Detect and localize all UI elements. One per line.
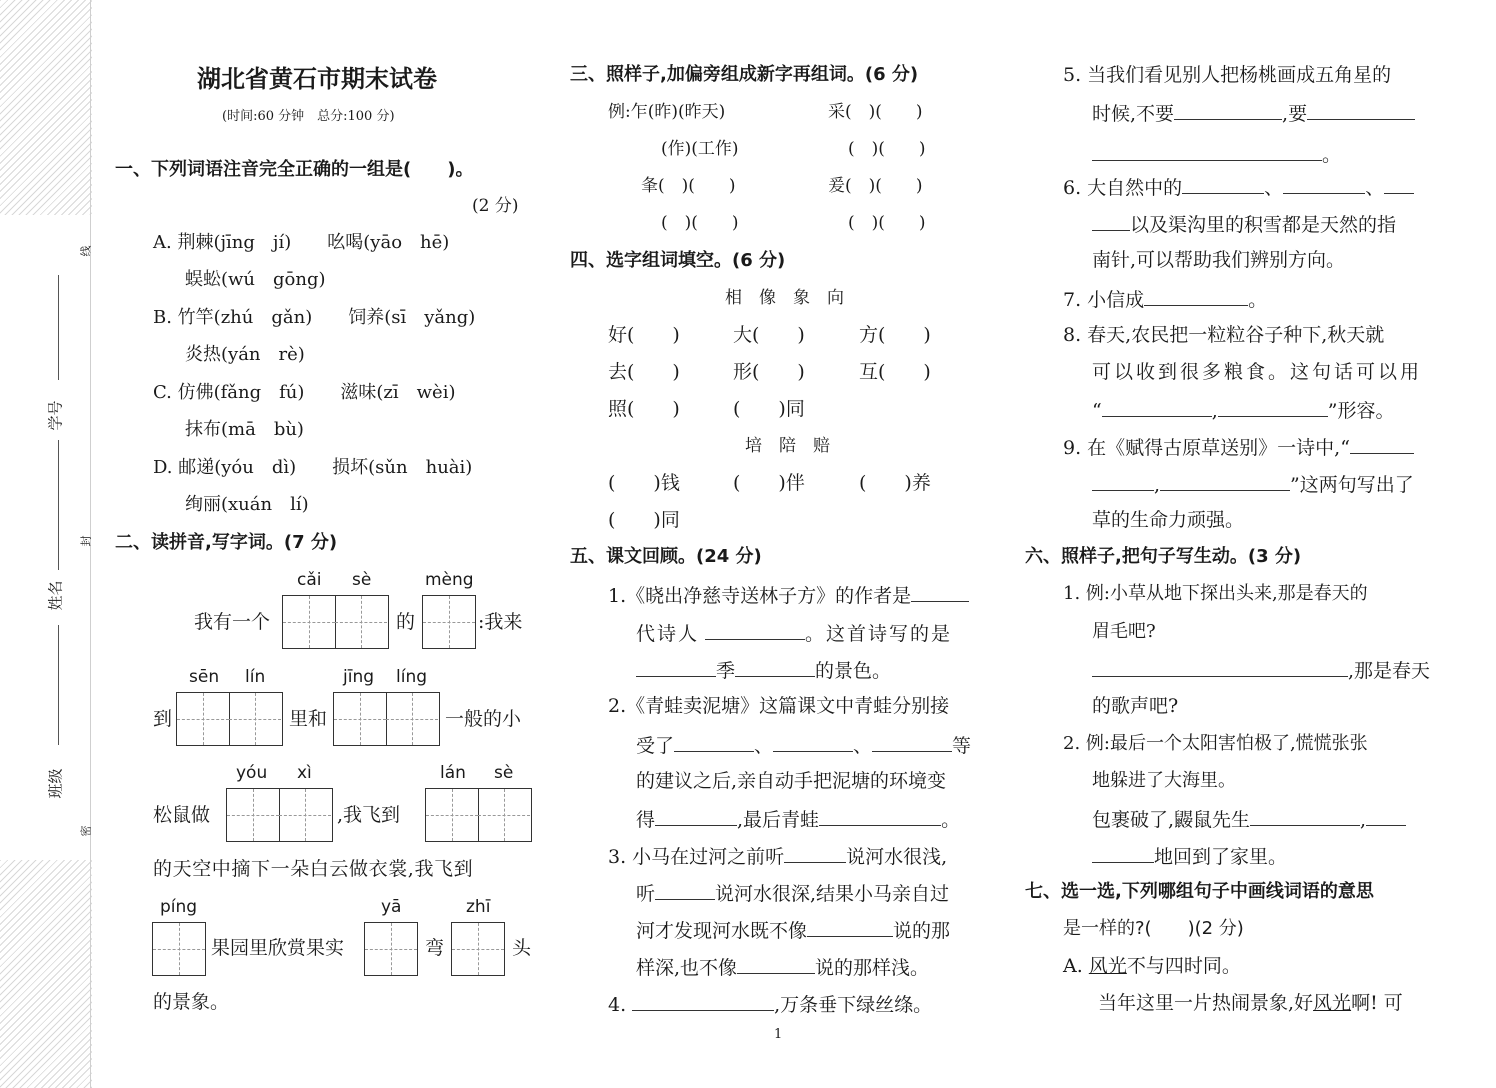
q5-i3-line2: 听 说河水很深,结果小马亲自过 xyxy=(636,879,949,907)
label-xuehao: 学号 xyxy=(46,400,65,431)
writing-box-lanse[interactable] xyxy=(425,788,532,842)
q1-score: (2 分) xyxy=(472,196,519,216)
page-subtitle: (时间:60 分钟 总分:100 分) xyxy=(222,109,395,124)
blank[interactable] xyxy=(1092,470,1154,491)
q2-text-1a: 我有一个 xyxy=(194,611,271,633)
blank[interactable] xyxy=(632,990,774,1011)
blank[interactable] xyxy=(1102,396,1212,417)
blank[interactable] xyxy=(1307,99,1415,120)
q6-stem: 六、照样子,把句子写生动。(3 分) xyxy=(1025,546,1302,567)
q2-text-3a: 松鼠做 xyxy=(153,804,211,826)
blank[interactable] xyxy=(1092,842,1154,863)
q5-i5-line1: 5. 当我们看见别人把杨桃画成五角星的 xyxy=(1063,64,1392,86)
q7-sentence: 当年这里一片热闹景象,好风光啊! 可 xyxy=(1098,992,1403,1014)
label-xingming: 姓名 xyxy=(46,580,65,611)
writing-box-meng[interactable] xyxy=(422,595,476,649)
q4-r1-3: 方( ) xyxy=(859,324,931,346)
q1-option-a: A. 荆棘(jīng jí) 吆喝(yāo hē) xyxy=(153,232,450,253)
q2-text-6: 的景象。 xyxy=(153,991,230,1013)
q4-chars-1: 相 像 象 向 xyxy=(725,288,844,308)
pinyin-ya: yā xyxy=(381,897,402,917)
blank[interactable] xyxy=(911,581,969,602)
q1-option-b-cont: 炎热(yán rè) xyxy=(185,344,305,365)
writing-box-caise[interactable] xyxy=(282,595,389,649)
blank[interactable] xyxy=(1092,140,1322,161)
q5-i8-line2: 可以收到很多粮食。这句话可以用 xyxy=(1092,361,1423,383)
q5-i3-line4: 样深,也不像 说的那样浅。 xyxy=(636,953,929,981)
mark-feng: 封 xyxy=(79,535,93,547)
q5-i1-line3: 季 的景色。 xyxy=(636,656,891,684)
q1-option-c-cont: 抹布(mā bù) xyxy=(185,419,304,440)
q5-i8-line1: 8. 春天,农民把一粒粒谷子种下,秋天就 xyxy=(1063,324,1385,346)
page-title: 湖北省黄石市期末试卷 xyxy=(197,64,437,93)
q5-i3-line3: 河才发现河水既不像 说的那 xyxy=(636,916,950,944)
writing-box-jingling[interactable] xyxy=(333,692,440,746)
q3-row2-left: (作)(工作) xyxy=(661,139,739,159)
hatch-top xyxy=(0,0,92,215)
page-number: 1 xyxy=(774,1027,783,1042)
pinyin-sen: sēn xyxy=(189,667,220,687)
blank[interactable] xyxy=(705,619,805,640)
blank[interactable] xyxy=(674,731,754,752)
blank[interactable] xyxy=(773,731,853,752)
q4-r2-3: 互( ) xyxy=(859,361,931,383)
blank[interactable] xyxy=(807,916,893,937)
blank[interactable] xyxy=(737,953,815,974)
q6-e2-line4: 地回到了家里。 xyxy=(1092,842,1287,870)
q5-i7: 7. 小信成 。 xyxy=(1063,285,1267,313)
q6-e2-line3: 包裹破了,鼹鼠先生 , xyxy=(1092,805,1406,833)
pinyin-xi: xì xyxy=(297,763,312,783)
blank[interactable] xyxy=(636,656,716,677)
q5-i4: 4. ,万条垂下绿丝绦。 xyxy=(608,990,932,1018)
pinyin-cai: cǎi xyxy=(297,570,322,590)
q5-i6-line1: 6. 大自然中的 、 、 xyxy=(1063,173,1414,201)
q2-text-2a: 到 xyxy=(153,708,173,730)
q2-text-1b: 的 xyxy=(396,611,416,633)
q4-r4-1: ( )钱 xyxy=(608,472,680,494)
xingming-line-top xyxy=(58,440,59,570)
q4-chars-2: 培 陪 赔 xyxy=(745,436,830,456)
q4-r4-3: ( )养 xyxy=(859,472,931,494)
q4-stem: 四、选字组词填空。(6 分) xyxy=(570,250,786,271)
q2-text-2b: 里和 xyxy=(289,708,328,730)
q2-text-5c: 头 xyxy=(512,937,532,959)
writing-box-ping[interactable] xyxy=(152,922,206,976)
q1-option-d: D. 邮递(yóu dì) 损坏(sǔn huài) xyxy=(153,457,473,478)
q5-i1-line1: 1.《晓出净慈寺送林子方》的作者是 xyxy=(608,581,969,609)
q5-i2-line2: 受了 、 、 等 xyxy=(636,731,971,759)
blank[interactable] xyxy=(819,805,941,826)
q1-option-b: B. 竹竿(zhú gǎn) 饲养(sī yǎng) xyxy=(153,307,476,328)
label-banji: 班级 xyxy=(46,768,65,799)
hatch-bottom xyxy=(0,860,92,1088)
xuehao-line xyxy=(58,275,59,380)
mark-xian: 线 xyxy=(79,245,93,257)
q5-i6-line3: 南针,可以帮助我们辨别方向。 xyxy=(1092,249,1346,271)
q1-option-c: C. 仿佛(fǎng fú) 滋味(zī wèi) xyxy=(153,382,456,403)
q5-i9-line1: 9. 在《赋得古原草送别》一诗中,“ xyxy=(1063,433,1414,461)
q6-e1-line1: 1. 例:小草从地下探出头来,那是春天的 xyxy=(1063,583,1368,604)
blank[interactable] xyxy=(1092,210,1130,231)
banji-line-top xyxy=(58,625,59,745)
blank[interactable] xyxy=(735,656,815,677)
pinyin-se: sè xyxy=(352,570,372,590)
mark-mi: 密 xyxy=(79,825,93,837)
q4-r1-2: 大( ) xyxy=(733,324,805,346)
q3-row4-right: ( )( ) xyxy=(848,213,926,233)
q5-i2-line1: 2.《青蛙卖泥塘》这篇课文中青蛙分别接 xyxy=(608,695,950,717)
blank[interactable] xyxy=(1384,173,1414,194)
q5-i2-line3: 的建议之后,亲自动手把泥塘的环境变 xyxy=(636,770,947,792)
q7-option-a: A. 风光不与四时同。 xyxy=(1063,955,1241,977)
blank[interactable] xyxy=(1350,433,1414,454)
q3-row1-right: 采( )( ) xyxy=(828,102,923,122)
blank[interactable] xyxy=(872,731,952,752)
blank[interactable] xyxy=(1160,470,1290,491)
q2-text-5b: 弯 xyxy=(425,937,445,959)
pinyin-zhi: zhī xyxy=(466,897,491,917)
q7-stem: 七、选一选,下列哪组句子中画线词语的意思 xyxy=(1025,881,1374,902)
q3-row1-left: 例:乍(昨)(昨天) xyxy=(608,102,726,122)
blank[interactable] xyxy=(1283,173,1365,194)
blank[interactable] xyxy=(655,805,737,826)
q3-row3-left: 夆( )( ) xyxy=(641,176,736,196)
pinyin-ping: píng xyxy=(160,897,198,917)
q5-stem: 五、课文回顾。(24 分) xyxy=(570,546,762,567)
q4-r2-1: 去( ) xyxy=(608,361,680,383)
pinyin-jing: jīng xyxy=(343,667,375,687)
q6-e1-line2: 眉毛吧? xyxy=(1092,621,1156,642)
q4-r1-1: 好( ) xyxy=(608,324,680,346)
q5-i3-line1: 3. 小马在过河之前听 说河水很浅, xyxy=(608,842,947,870)
q6-e1-line3: ,那是春天 xyxy=(1092,656,1430,684)
q2-text-4: 的天空中摘下一朵白云做衣裳,我飞到 xyxy=(153,858,474,880)
blank[interactable] xyxy=(1174,99,1282,120)
q2-stem: 二、读拼音,写字词。(7 分) xyxy=(115,532,338,553)
q1-option-d-cont: 绚丽(xuán lí) xyxy=(185,494,309,515)
q2-text-1c: :我来 xyxy=(478,611,523,633)
q1-stem: 一、下列词语注音完全正确的一组是( )。 xyxy=(115,159,474,180)
blank[interactable] xyxy=(784,842,846,863)
writing-box-senlin[interactable] xyxy=(176,692,283,746)
q5-i1-line2: 代诗人 。这首诗写的是 xyxy=(636,619,952,647)
q4-r5-1: ( )同 xyxy=(608,509,680,531)
q4-r3-1: 照( ) xyxy=(608,398,680,420)
blank[interactable] xyxy=(1144,285,1248,306)
pinyin-ling: líng xyxy=(396,667,428,687)
q5-i5-line2: 时候,不要 ,要 xyxy=(1092,99,1415,127)
blank[interactable] xyxy=(1250,805,1360,826)
q3-row4-left: ( )( ) xyxy=(661,213,739,233)
q3-row2-right: ( )( ) xyxy=(848,139,926,159)
pinyin-lin: lín xyxy=(245,667,266,687)
q2-text-3b: ,我飞到 xyxy=(337,804,401,826)
writing-box-zhi[interactable] xyxy=(451,922,505,976)
blank[interactable] xyxy=(1218,396,1328,417)
blank[interactable] xyxy=(1092,656,1348,677)
blank[interactable] xyxy=(655,879,715,900)
q3-row3-right: 爰( )( ) xyxy=(828,176,923,196)
blank[interactable] xyxy=(1182,173,1264,194)
q4-r3-2: ( )同 xyxy=(733,398,805,420)
pinyin-lan: lán xyxy=(440,763,466,783)
q4-r2-2: 形( ) xyxy=(733,361,805,383)
q7-stem-cont: 是一样的?( )(2 分) xyxy=(1063,918,1244,939)
q6-e2-line1: 2. 例:最后一个太阳害怕极了,慌慌张张 xyxy=(1063,733,1368,754)
q4-r4-2: ( )伴 xyxy=(733,472,805,494)
q5-i9-line2: , ”这两句写出了 xyxy=(1092,470,1414,498)
binding-margin xyxy=(0,0,92,1088)
q3-stem: 三、照样子,加偏旁组成新字再组词。(6 分) xyxy=(570,64,919,85)
q6-e1-line4: 的歌声吧? xyxy=(1092,695,1179,717)
q2-text-5a: 果园里欣赏果实 xyxy=(211,937,345,959)
writing-box-youxi[interactable] xyxy=(226,788,333,842)
q5-i5-line3: 。 xyxy=(1092,140,1341,168)
q5-i9-line3: 草的生命力顽强。 xyxy=(1092,509,1245,531)
q2-text-2c: 一般的小 xyxy=(445,708,522,730)
writing-box-ya[interactable] xyxy=(364,922,418,976)
q5-i8-line3: “ , ”形容。 xyxy=(1092,396,1394,424)
q6-e2-line2: 地躲进了大海里。 xyxy=(1092,770,1236,791)
pinyin-you: yóu xyxy=(236,763,268,783)
q1-option-a-cont: 蜈蚣(wú gōng) xyxy=(185,269,326,290)
pinyin-meng: mèng xyxy=(425,570,474,590)
pinyin-se-2: sè xyxy=(494,763,514,783)
q5-i6-line2: 以及渠沟里的积雪都是天然的指 xyxy=(1092,210,1396,238)
q5-i2-line4: 得 ,最后青蛙 。 xyxy=(636,805,960,833)
blank[interactable] xyxy=(1366,805,1406,826)
